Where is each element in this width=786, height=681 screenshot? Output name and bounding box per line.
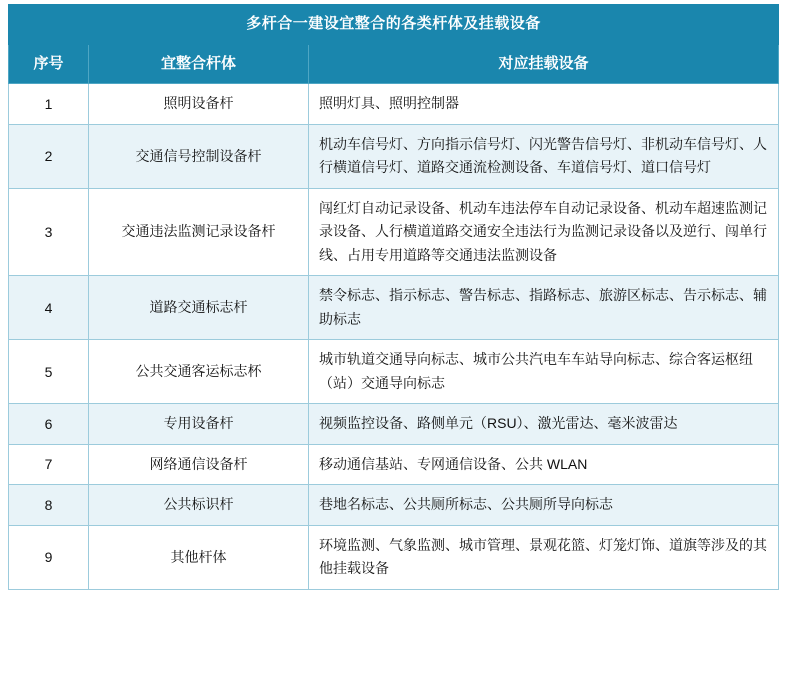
row-pole-name: 交通违法监测记录设备杆 [89, 188, 309, 276]
table-row [9, 525, 779, 589]
column-header-devices: 对应挂载设备 [309, 44, 779, 84]
row-pole-name: 交通信号控制设备杆 [89, 124, 309, 188]
row-pole-name: 其他杆体 [89, 525, 309, 589]
row-index: 2 [9, 124, 89, 188]
table-row [9, 404, 779, 445]
row-index: 5 [9, 340, 89, 404]
row-pole-name: 道路交通标志杆 [89, 276, 309, 340]
row-index: 8 [9, 485, 89, 526]
row-devices: 城市轨道交通导向标志、城市公共汽电车车站导向标志、综合客运枢纽（站）交通导向标志 [309, 340, 779, 404]
row-pole-name: 公共交通客运标志杯 [89, 340, 309, 404]
row-devices: 机动车信号灯、方向指示信号灯、闪光警告信号灯、非机动车信号灯、人行横道信号灯、道路交通流检测设备、车道信号灯、道口信号灯 [309, 124, 779, 188]
table-title: 多杆合一建设宜整合的各类杆体及挂载设备 [9, 5, 779, 45]
row-devices: 视频监控设备、路侧单元（RSU）、激光雷达、毫米波雷达 [309, 404, 779, 445]
table-row [9, 340, 779, 404]
table-row [9, 124, 779, 188]
row-devices: 巷地名标志、公共厕所标志、公共厕所导向标志 [309, 485, 779, 526]
table-header-row [9, 44, 779, 84]
table-row [9, 188, 779, 276]
table-row [9, 276, 779, 340]
table-title-row [9, 5, 779, 45]
table-row [9, 485, 779, 526]
row-pole-name: 专用设备杆 [89, 404, 309, 445]
row-devices: 禁令标志、指示标志、警告标志、指路标志、旅游区标志、告示标志、辅助标志 [309, 276, 779, 340]
row-devices: 闯红灯自动记录设备、机动车违法停车自动记录设备、机动车超速监测记录设备、人行横道道路交通安全违法行为监测记录设备以及逆行、闯单行线、占用专用道路等交通违法监测设备 [309, 188, 779, 276]
row-pole-name: 公共标识杆 [89, 485, 309, 526]
row-index: 9 [9, 525, 89, 589]
row-index: 4 [9, 276, 89, 340]
row-devices: 环境监测、气象监测、城市管理、景观花篮、灯笼灯饰、道旗等涉及的其他挂载设备 [309, 525, 779, 589]
row-index: 1 [9, 84, 89, 125]
row-index: 7 [9, 444, 89, 485]
row-pole-name: 网络通信设备杆 [89, 444, 309, 485]
table-row [9, 444, 779, 485]
row-devices: 移动通信基站、专网通信设备、公共 WLAN [309, 444, 779, 485]
column-header-index: 序号 [9, 44, 89, 84]
row-index: 6 [9, 404, 89, 445]
row-pole-name: 照明设备杆 [89, 84, 309, 125]
row-index: 3 [9, 188, 89, 276]
row-devices: 照明灯具、照明控制器 [309, 84, 779, 125]
table-row [9, 84, 779, 125]
pole-integration-table [8, 4, 779, 590]
column-header-pole: 宜整合杆体 [89, 44, 309, 84]
